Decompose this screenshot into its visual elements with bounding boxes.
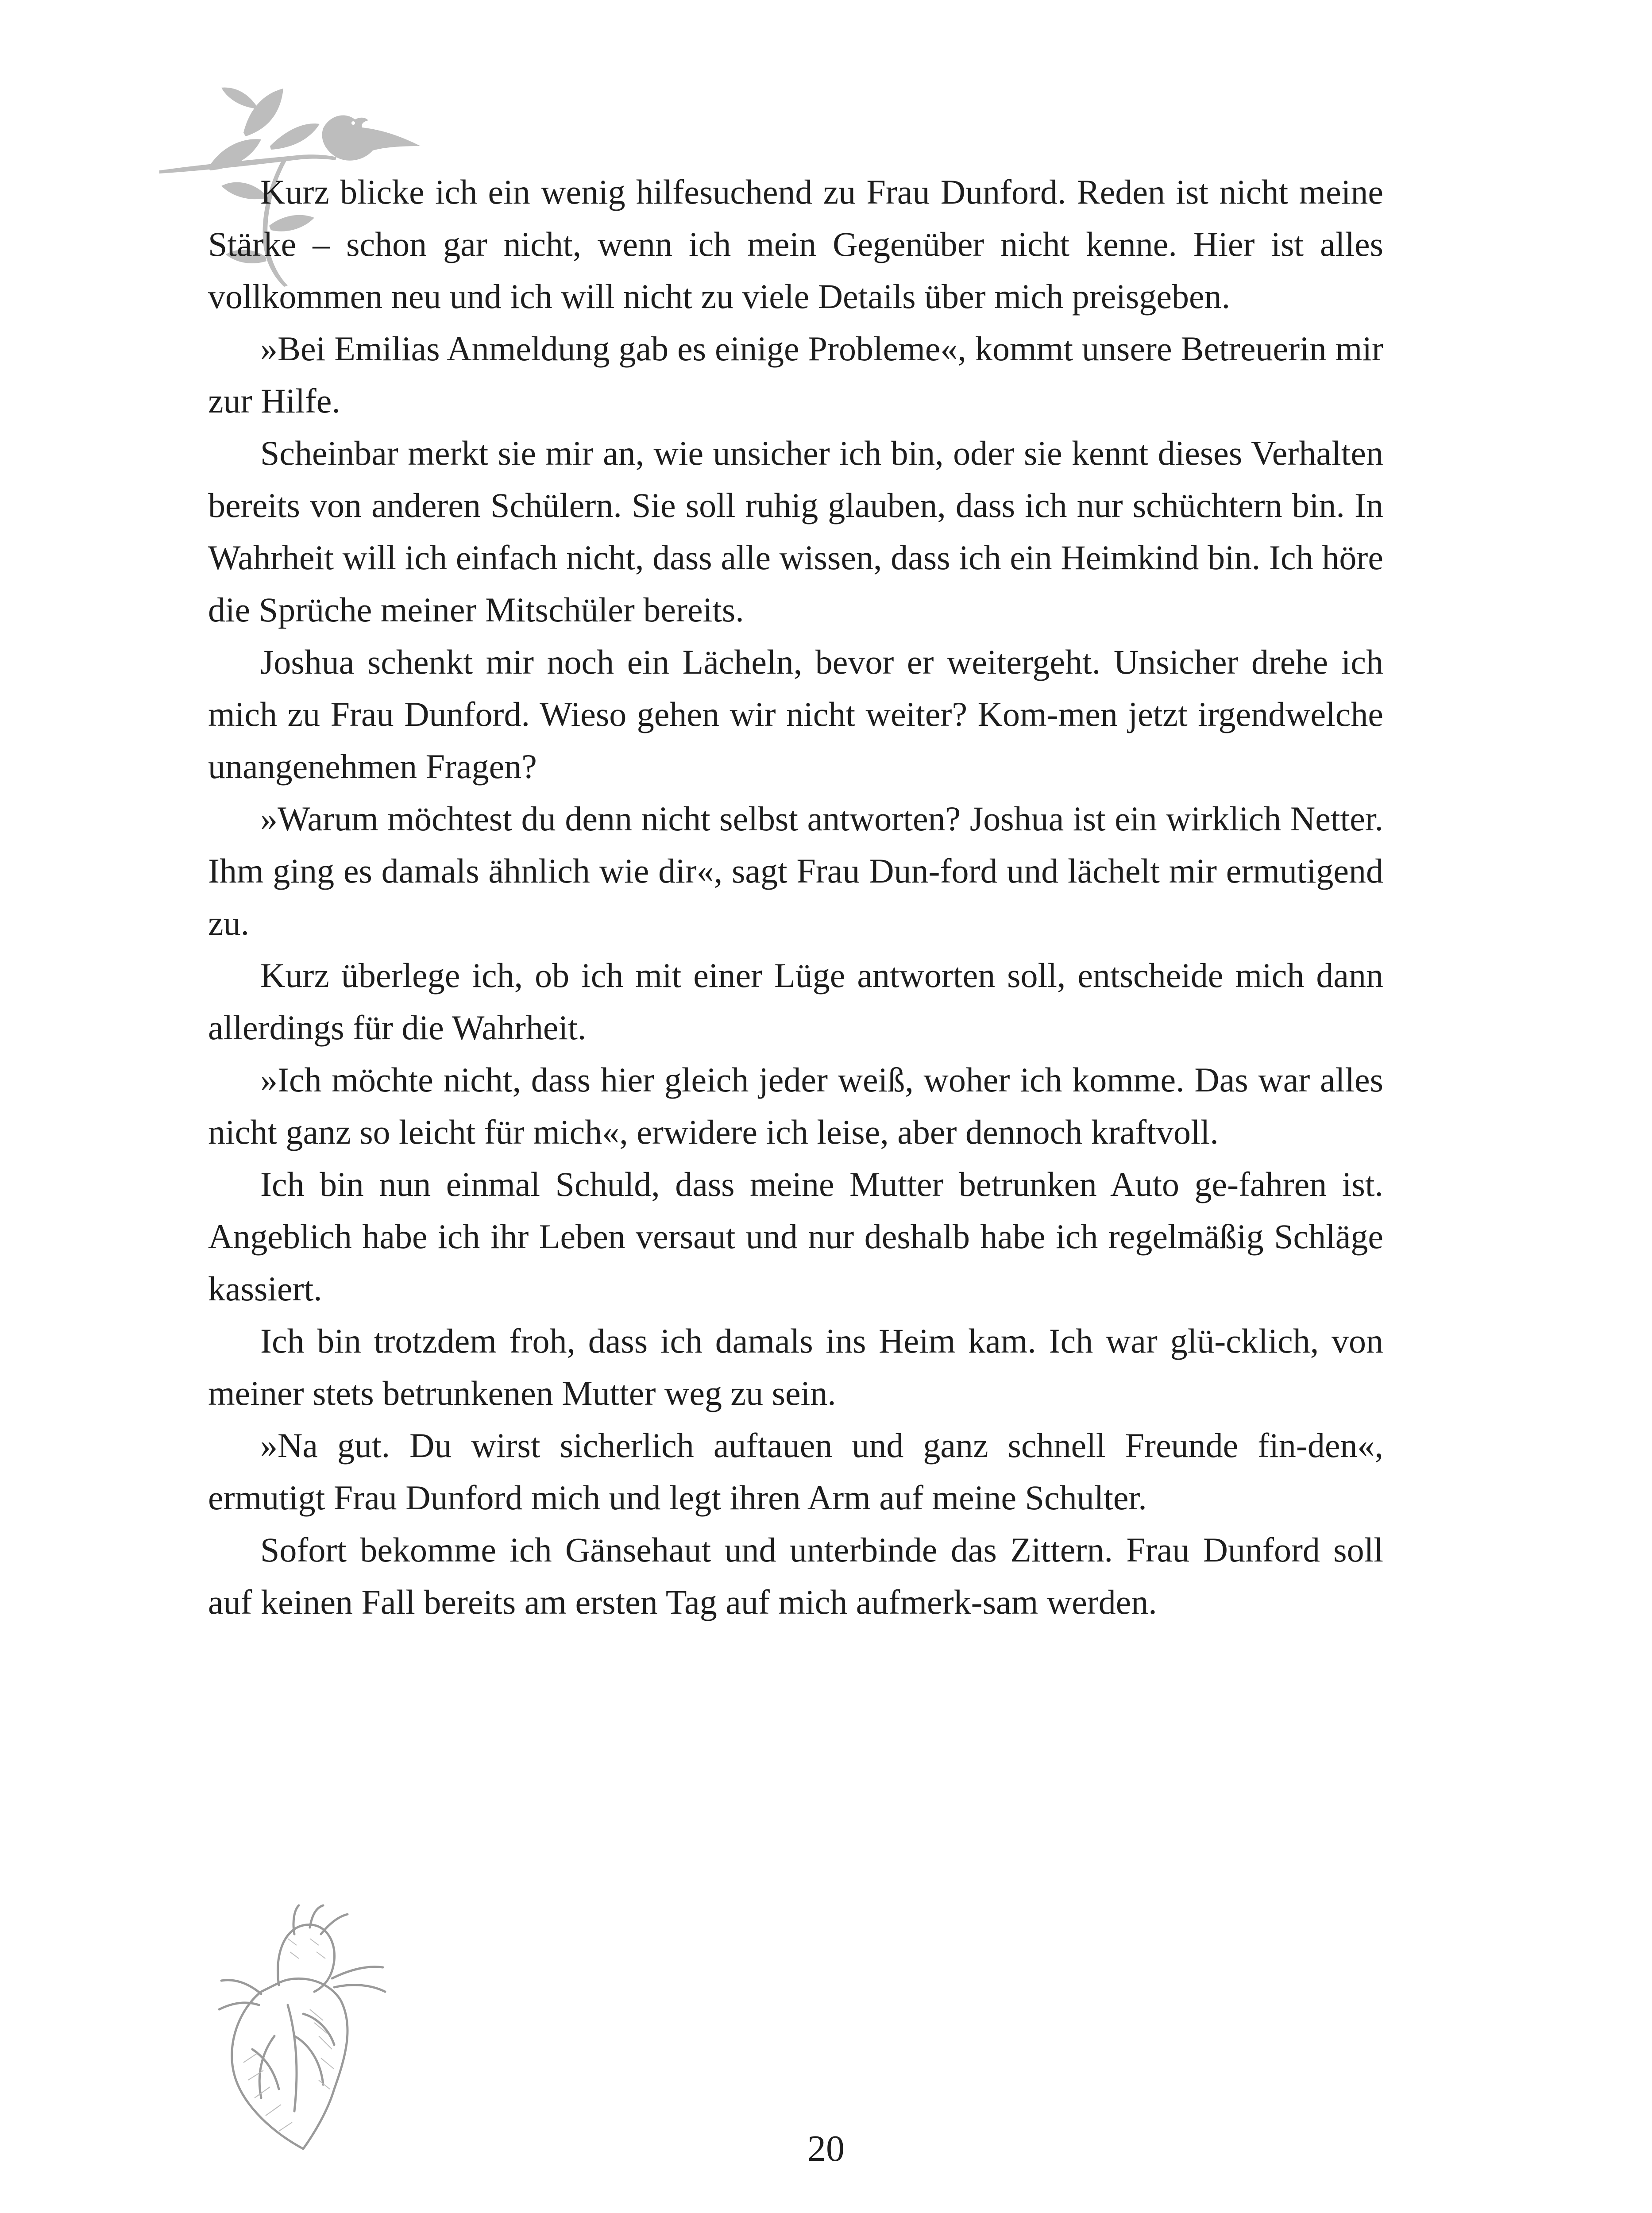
paragraph: »Warum möchtest du denn nicht selbst antworten? Joshua ist ein wirklich Netter. Ihm ging es damals ähnlich wie dir«, sagt Frau Dun-ford und lächelt mir ermutigend zu.	[208, 799, 1383, 942]
paragraph: Ich bin nun einmal Schuld, dass meine Mutter betrunken Auto ge-fahren ist. Angeblich habe ich ihr Leben versaut und nur deshalb habe ich regelmäßig Schläge kassiert.	[208, 1165, 1383, 1308]
paragraph: Joshua schenkt mir noch ein Lächeln, bevor er weitergeht. Unsicher drehe ich mich zu Frau Dunford. Wieso gehen wir nicht weiter? Kom-men jetzt irgendwelche unangenehmen Fragen?	[208, 643, 1383, 786]
paragraph: Kurz überlege ich, ob ich mit einer Lüge antworten soll, entscheide mich dann allerdings für die Wahrheit.	[208, 956, 1383, 1047]
paragraph: »Ich möchte nicht, dass hier gleich jeder weiß, woher ich komme. Das war alles nicht ganz so leicht für mich«, erwidere ich leise, aber dennoch kraftvoll.	[208, 1060, 1383, 1151]
paragraph: »Bei Emilias Anmeldung gab es einige Probleme«, kommt unsere Betreuerin mir zur Hilfe.	[208, 329, 1383, 420]
paragraph: Ich bin trotzdem froh, dass ich damals ins Heim kam. Ich war glü-cklich, von meiner stets betrunkenen Mutter weg zu sein.	[208, 1322, 1383, 1412]
paragraph: Kurz blicke ich ein wenig hilfesuchend zu Frau Dunford. Reden ist nicht meine Stärke – schon gar nicht, wenn ich mein Gegenüber nicht kenne. Hier ist alles vollkommen neu und ich will nicht zu viele Details über mich preisgeben.	[208, 173, 1383, 316]
paragraph: »Na gut. Du wirst sicherlich auftauen und ganz schnell Freunde fin-den«, ermutigt Frau Dunford mich und legt ihren Arm auf meine Schulter.	[208, 1426, 1383, 1517]
body-text	[208, 166, 1383, 1628]
anatomical-heart-icon	[208, 1903, 398, 2151]
paragraph: Sofort bekomme ich Gänsehaut und unterbinde das Zittern. Frau Dunford soll auf keinen Fall bereits am ersten Tag auf mich aufmerk-sam werden.	[208, 1531, 1383, 1621]
paragraph: Scheinbar merkt sie mir an, wie unsicher ich bin, oder sie kennt dieses Verhalten bereits von anderen Schülern. Sie soll ruhig glauben, dass ich nur schüchtern bin. In Wahrheit will ich einfach nicht, dass alle wissen, dass ich ein Heimkind bin. Ich höre die Sprüche meiner Mitschüler bereits.	[208, 434, 1383, 629]
page-number: 20	[807, 2128, 845, 2169]
